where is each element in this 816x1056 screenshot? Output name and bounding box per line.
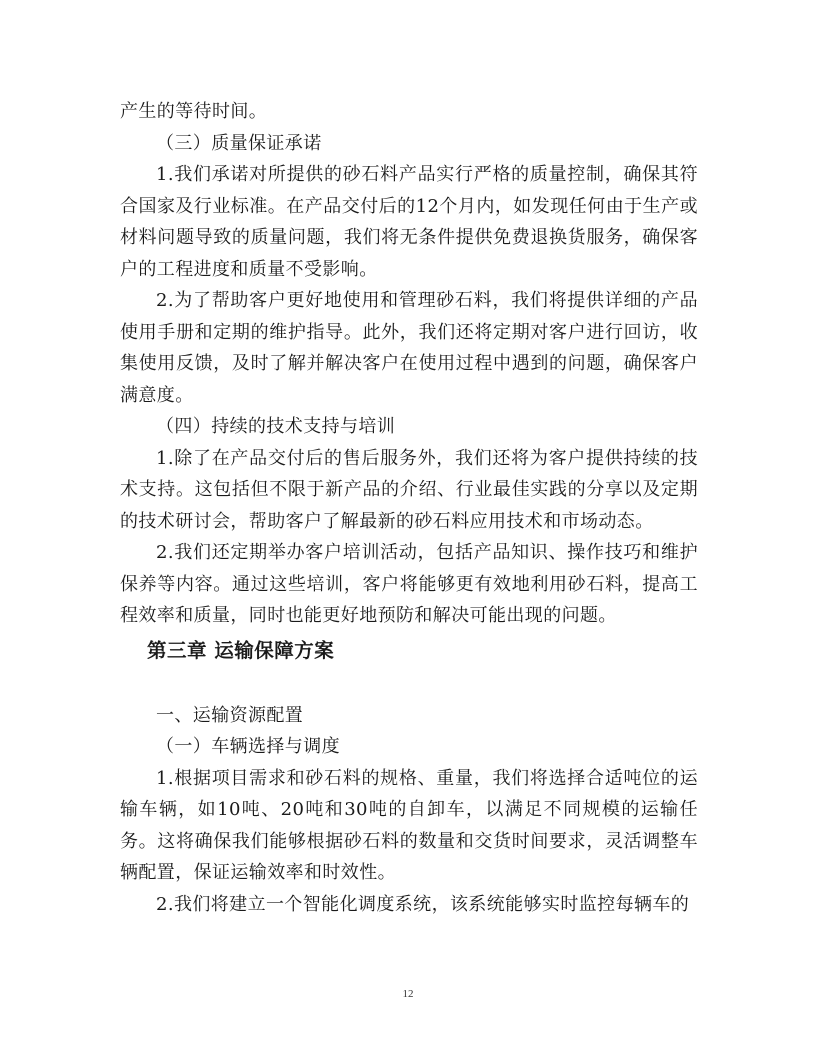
paragraph: 1.我们承诺对所提供的砂石料产品实行严格的质量控制，确保其符合国家及行业标准。在产品交付后的12个月内，如发现任何由于生产或材料问题导致的质量问题，我们将无条件提供免费退换货服务，确保客户的工程进度和质量不受影响。: [120, 164, 698, 280]
paragraph: 产生的等待时间。: [120, 101, 268, 122]
paragraph: 2.我们将建立一个智能化调度系统，该系统能够实时监控每辆车的: [156, 893, 690, 915]
document-body: [120, 96, 698, 920]
paragraph: 2.我们还定期举办客户培训活动，包括产品知识、操作技巧和维护保养等内容。通过这些培训，客户将能够更有效地利用砂石料，提高工程效率和质量，同时也能更好地预防和解决可能出现的问题。: [120, 542, 698, 626]
paragraph: 2.为了帮助客户更好地使用和管理砂石料，我们将提供详细的产品使用手册和定期的维护指导。此外，我们还将定期对客户进行回访，收集使用反馈，及时了解并解决客户在使用过程中遇到的问题，确保客户满意度。: [120, 290, 698, 406]
spacer: [120, 671, 698, 700]
subsection-title: （一）车辆选择与调度: [156, 736, 340, 757]
chapter-title: 第三章 运输保障方案: [147, 638, 335, 662]
subsection-title: （四）持续的技术支持与培训: [156, 416, 396, 437]
paragraph: 1.除了在产品交付后的售后服务外，我们还将为客户提供持续的技术支持。这包括但不限于新产品的介绍、行业最佳实践的分享以及定期的技术研讨会，帮助客户了解最新的砂石料应用技术和市场动态。: [120, 447, 698, 532]
section-title: 一、运输资源配置: [156, 704, 304, 726]
paragraph: 1.根据项目需求和砂石料的规格、重量，我们将选择合适吨位的运输车辆，如10吨、20吨和30吨的自卸车，以满足不同规模的运输任务。这将确保我们能够根据砂石料的数量和交货时间要求，灵活调整车辆配置，保证运输效率和时效性。: [120, 767, 698, 883]
subsection-title: （三）质量保证承诺: [156, 132, 322, 154]
page-number: 12: [402, 988, 414, 1000]
